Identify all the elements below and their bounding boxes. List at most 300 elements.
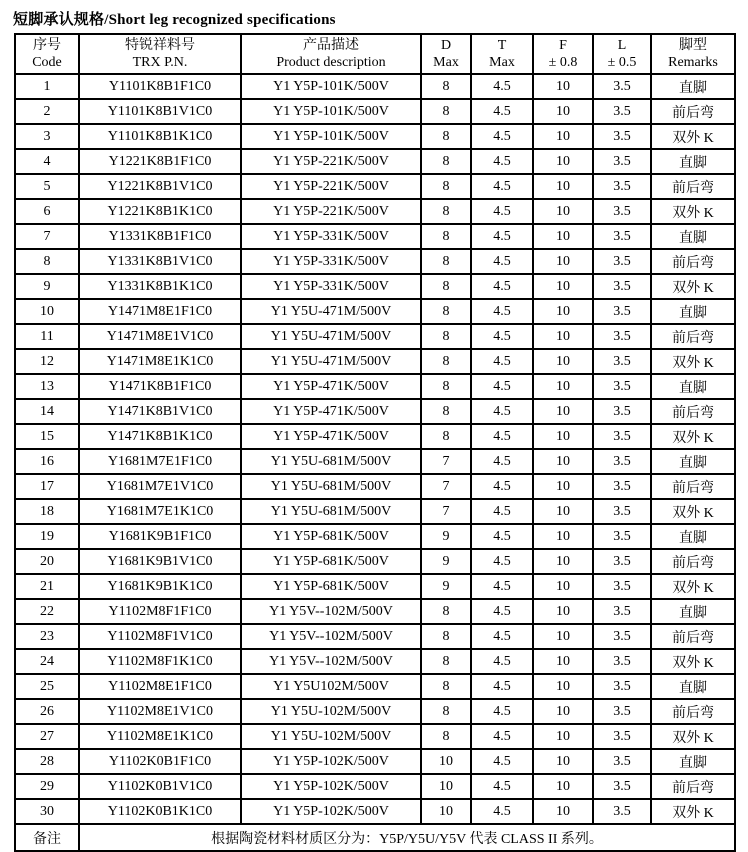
table-row xyxy=(15,749,735,774)
cell-t-max: 4.5 xyxy=(471,199,533,224)
cell-trx-pn: Y1102K0B1K1C0 xyxy=(79,799,241,824)
cell-remarks: 双外 K xyxy=(651,124,735,149)
cell-remarks: 直脚 xyxy=(651,749,735,774)
table-row xyxy=(15,74,735,99)
cell-d-max: 8 xyxy=(421,249,471,274)
cell-remarks: 直脚 xyxy=(651,599,735,624)
table-row xyxy=(15,274,735,299)
cell-description: Y1 Y5U-681M/500V xyxy=(241,474,421,499)
cell-t-max: 4.5 xyxy=(471,449,533,474)
cell-l: 3.5 xyxy=(593,499,651,524)
cell-d-max: 8 xyxy=(421,199,471,224)
cell-f: 10 xyxy=(533,249,593,274)
cell-t-max: 4.5 xyxy=(471,374,533,399)
cell-remarks: 前后弯 xyxy=(651,324,735,349)
cell-d-max: 8 xyxy=(421,174,471,199)
cell-f: 10 xyxy=(533,199,593,224)
cell-f: 10 xyxy=(533,124,593,149)
col-header-trx-pn-cn: 特锐祥料号 xyxy=(125,37,195,53)
col-header-l xyxy=(593,34,651,74)
col-header-code-en: Code xyxy=(32,55,62,70)
cell-l: 3.5 xyxy=(593,149,651,174)
cell-description: Y1 Y5P-221K/500V xyxy=(241,149,421,174)
cell-remarks: 双外 K xyxy=(651,199,735,224)
cell-description: Y1 Y5P-331K/500V xyxy=(241,224,421,249)
cell-l: 3.5 xyxy=(593,799,651,824)
cell-code: 5 xyxy=(15,174,79,199)
cell-d-max: 9 xyxy=(421,549,471,574)
cell-trx-pn: Y1221K8B1K1C0 xyxy=(79,199,241,224)
cell-trx-pn: Y1221K8B1V1C0 xyxy=(79,174,241,199)
table-row xyxy=(15,99,735,124)
cell-f: 10 xyxy=(533,399,593,424)
cell-remarks: 前后弯 xyxy=(651,549,735,574)
cell-f: 10 xyxy=(533,349,593,374)
cell-d-max: 10 xyxy=(421,749,471,774)
cell-f: 10 xyxy=(533,74,593,99)
cell-description: Y1 Y5U-681M/500V xyxy=(241,499,421,524)
cell-code: 3 xyxy=(15,124,79,149)
cell-code: 18 xyxy=(15,499,79,524)
cell-remarks: 直脚 xyxy=(651,74,735,99)
cell-t-max: 4.5 xyxy=(471,674,533,699)
cell-f: 10 xyxy=(533,599,593,624)
col-header-t-sub: Max xyxy=(489,55,515,70)
cell-remarks: 直脚 xyxy=(651,674,735,699)
table-row xyxy=(15,399,735,424)
cell-d-max: 8 xyxy=(421,649,471,674)
cell-trx-pn: Y1471K8B1V1C0 xyxy=(79,399,241,424)
table-row xyxy=(15,249,735,274)
cell-l: 3.5 xyxy=(593,274,651,299)
cell-description: Y1 Y5U-681M/500V xyxy=(241,449,421,474)
col-header-f-tolerance: ± 0.8 xyxy=(548,55,578,70)
col-header-remarks-cn: 脚型 xyxy=(679,37,707,53)
cell-code: 25 xyxy=(15,674,79,699)
cell-d-max: 8 xyxy=(421,74,471,99)
cell-description: Y1 Y5P-102K/500V xyxy=(241,799,421,824)
cell-trx-pn: Y1102M8E1K1C0 xyxy=(79,724,241,749)
cell-f: 10 xyxy=(533,299,593,324)
cell-d-max: 8 xyxy=(421,299,471,324)
cell-d-max: 8 xyxy=(421,99,471,124)
cell-trx-pn: Y1471M8E1F1C0 xyxy=(79,299,241,324)
cell-code: 10 xyxy=(15,299,79,324)
cell-t-max: 4.5 xyxy=(471,649,533,674)
cell-description: Y1 Y5P-681K/500V xyxy=(241,549,421,574)
cell-t-max: 4.5 xyxy=(471,124,533,149)
note-label: 备注 xyxy=(15,824,79,851)
col-header-d: D xyxy=(440,37,452,53)
cell-l: 3.5 xyxy=(593,474,651,499)
cell-d-max: 8 xyxy=(421,599,471,624)
cell-f: 10 xyxy=(533,149,593,174)
col-header-description-cn: 产品描述 xyxy=(303,37,359,53)
cell-f: 10 xyxy=(533,374,593,399)
cell-description: Y1 Y5U-102M/500V xyxy=(241,724,421,749)
cell-trx-pn: Y1102K0B1F1C0 xyxy=(79,749,241,774)
cell-trx-pn: Y1471M8E1V1C0 xyxy=(79,324,241,349)
cell-l: 3.5 xyxy=(593,74,651,99)
cell-trx-pn: Y1102M8F1V1C0 xyxy=(79,624,241,649)
table-row xyxy=(15,299,735,324)
col-header-t-max xyxy=(471,34,533,74)
cell-trx-pn: Y1101K8B1V1C0 xyxy=(79,99,241,124)
cell-trx-pn: Y1471K8B1F1C0 xyxy=(79,374,241,399)
cell-code: 27 xyxy=(15,724,79,749)
cell-description: Y1 Y5P-221K/500V xyxy=(241,199,421,224)
table-row xyxy=(15,599,735,624)
cell-code: 23 xyxy=(15,624,79,649)
cell-description: Y1 Y5P-331K/500V xyxy=(241,274,421,299)
cell-t-max: 4.5 xyxy=(471,474,533,499)
cell-t-max: 4.5 xyxy=(471,724,533,749)
cell-description: Y1 Y5V--102M/500V xyxy=(241,599,421,624)
cell-l: 3.5 xyxy=(593,99,651,124)
cell-description: Y1 Y5P-102K/500V xyxy=(241,749,421,774)
cell-l: 3.5 xyxy=(593,649,651,674)
cell-code: 21 xyxy=(15,574,79,599)
table-row xyxy=(15,124,735,149)
cell-t-max: 4.5 xyxy=(471,349,533,374)
cell-code: 15 xyxy=(15,424,79,449)
cell-remarks: 直脚 xyxy=(651,374,735,399)
cell-code: 29 xyxy=(15,774,79,799)
cell-f: 10 xyxy=(533,699,593,724)
cell-code: 30 xyxy=(15,799,79,824)
cell-l: 3.5 xyxy=(593,574,651,599)
cell-l: 3.5 xyxy=(593,424,651,449)
cell-remarks: 前后弯 xyxy=(651,699,735,724)
cell-l: 3.5 xyxy=(593,349,651,374)
col-header-description xyxy=(241,34,421,74)
col-header-code-cn: 序号 xyxy=(33,37,61,53)
cell-d-max: 8 xyxy=(421,624,471,649)
cell-description: Y1 Y5P-331K/500V xyxy=(241,249,421,274)
cell-l: 3.5 xyxy=(593,674,651,699)
table-row xyxy=(15,524,735,549)
cell-f: 10 xyxy=(533,799,593,824)
cell-remarks: 直脚 xyxy=(651,224,735,249)
cell-l: 3.5 xyxy=(593,174,651,199)
table-row xyxy=(15,649,735,674)
col-header-f-letter: F xyxy=(559,37,567,53)
cell-remarks: 前后弯 xyxy=(651,99,735,124)
cell-trx-pn: Y1331K8B1F1C0 xyxy=(79,224,241,249)
cell-l: 3.5 xyxy=(593,299,651,324)
table-body xyxy=(15,74,735,824)
cell-f: 10 xyxy=(533,474,593,499)
cell-description: Y1 Y5U-102M/500V xyxy=(241,699,421,724)
cell-f: 10 xyxy=(533,174,593,199)
cell-t-max: 4.5 xyxy=(471,499,533,524)
cell-t-max: 4.5 xyxy=(471,574,533,599)
cell-d-max: 8 xyxy=(421,224,471,249)
cell-remarks: 前后弯 xyxy=(651,774,735,799)
col-header-d-sub: Max xyxy=(433,55,459,70)
cell-code: 12 xyxy=(15,349,79,374)
cell-remarks: 前后弯 xyxy=(651,174,735,199)
cell-d-max: 9 xyxy=(421,574,471,599)
cell-code: 22 xyxy=(15,599,79,624)
cell-t-max: 4.5 xyxy=(471,174,533,199)
cell-t-max: 4.5 xyxy=(471,749,533,774)
table-row xyxy=(15,349,735,374)
cell-t-max: 4.5 xyxy=(471,274,533,299)
cell-l: 3.5 xyxy=(593,599,651,624)
cell-d-max: 9 xyxy=(421,524,471,549)
table-row xyxy=(15,674,735,699)
cell-description: Y1 Y5P-471K/500V xyxy=(241,399,421,424)
cell-remarks: 直脚 xyxy=(651,524,735,549)
cell-remarks: 双外 K xyxy=(651,649,735,674)
cell-f: 10 xyxy=(533,649,593,674)
table-row xyxy=(15,474,735,499)
cell-remarks: 直脚 xyxy=(651,149,735,174)
cell-t-max: 4.5 xyxy=(471,224,533,249)
cell-trx-pn: Y1681M7E1K1C0 xyxy=(79,499,241,524)
cell-f: 10 xyxy=(533,624,593,649)
col-header-trx-pn xyxy=(79,34,241,74)
col-header-f xyxy=(533,34,593,74)
cell-f: 10 xyxy=(533,499,593,524)
cell-d-max: 7 xyxy=(421,499,471,524)
col-header-d-max xyxy=(421,34,471,74)
cell-remarks: 双外 K xyxy=(651,574,735,599)
cell-t-max: 4.5 xyxy=(471,249,533,274)
cell-d-max: 8 xyxy=(421,149,471,174)
cell-trx-pn: Y1681K9B1K1C0 xyxy=(79,574,241,599)
cell-l: 3.5 xyxy=(593,774,651,799)
cell-l: 3.5 xyxy=(593,549,651,574)
cell-d-max: 8 xyxy=(421,349,471,374)
cell-l: 3.5 xyxy=(593,724,651,749)
cell-remarks: 直脚 xyxy=(651,449,735,474)
cell-f: 10 xyxy=(533,224,593,249)
cell-d-max: 8 xyxy=(421,724,471,749)
cell-code: 14 xyxy=(15,399,79,424)
cell-f: 10 xyxy=(533,324,593,349)
cell-t-max: 4.5 xyxy=(471,99,533,124)
cell-l: 3.5 xyxy=(593,324,651,349)
cell-f: 10 xyxy=(533,274,593,299)
cell-code: 24 xyxy=(15,649,79,674)
cell-f: 10 xyxy=(533,424,593,449)
cell-description: Y1 Y5P-221K/500V xyxy=(241,174,421,199)
cell-l: 3.5 xyxy=(593,624,651,649)
cell-l: 3.5 xyxy=(593,749,651,774)
cell-f: 10 xyxy=(533,449,593,474)
table-row xyxy=(15,374,735,399)
cell-code: 6 xyxy=(15,199,79,224)
cell-trx-pn: Y1101K8B1K1C0 xyxy=(79,124,241,149)
cell-remarks: 双外 K xyxy=(651,799,735,824)
col-header-l-letter: L xyxy=(617,37,627,53)
cell-code: 26 xyxy=(15,699,79,724)
cell-description: Y1 Y5U-471M/500V xyxy=(241,349,421,374)
cell-l: 3.5 xyxy=(593,224,651,249)
cell-remarks: 双外 K xyxy=(651,499,735,524)
cell-f: 10 xyxy=(533,724,593,749)
col-header-remarks xyxy=(651,34,735,74)
cell-f: 10 xyxy=(533,674,593,699)
cell-remarks: 双外 K xyxy=(651,349,735,374)
cell-d-max: 8 xyxy=(421,274,471,299)
cell-t-max: 4.5 xyxy=(471,549,533,574)
cell-f: 10 xyxy=(533,549,593,574)
cell-l: 3.5 xyxy=(593,399,651,424)
col-header-trx-pn-en: TRX P.N. xyxy=(132,55,188,70)
cell-trx-pn: Y1681K9B1F1C0 xyxy=(79,524,241,549)
cell-code: 28 xyxy=(15,749,79,774)
cell-code: 17 xyxy=(15,474,79,499)
cell-trx-pn: Y1101K8B1F1C0 xyxy=(79,74,241,99)
cell-code: 7 xyxy=(15,224,79,249)
cell-l: 3.5 xyxy=(593,249,651,274)
table-row xyxy=(15,724,735,749)
cell-trx-pn: Y1471M8E1K1C0 xyxy=(79,349,241,374)
cell-l: 3.5 xyxy=(593,199,651,224)
cell-description: Y1 Y5U-471M/500V xyxy=(241,324,421,349)
cell-trx-pn: Y1102M8F1F1C0 xyxy=(79,599,241,624)
cell-remarks: 前后弯 xyxy=(651,624,735,649)
cell-f: 10 xyxy=(533,774,593,799)
cell-remarks: 双外 K xyxy=(651,274,735,299)
cell-description: Y1 Y5P-101K/500V xyxy=(241,99,421,124)
table-row xyxy=(15,199,735,224)
cell-trx-pn: Y1331K8B1K1C0 xyxy=(79,274,241,299)
cell-description: Y1 Y5P-471K/500V xyxy=(241,424,421,449)
cell-t-max: 4.5 xyxy=(471,774,533,799)
cell-trx-pn: Y1681M7E1V1C0 xyxy=(79,474,241,499)
table-row xyxy=(15,324,735,349)
table-row xyxy=(15,174,735,199)
cell-f: 10 xyxy=(533,524,593,549)
cell-d-max: 8 xyxy=(421,699,471,724)
cell-code: 16 xyxy=(15,449,79,474)
col-header-remarks-en: Remarks xyxy=(668,55,718,70)
cell-d-max: 10 xyxy=(421,774,471,799)
cell-trx-pn: Y1102K0B1V1C0 xyxy=(79,774,241,799)
cell-code: 20 xyxy=(15,549,79,574)
cell-t-max: 4.5 xyxy=(471,324,533,349)
table-row xyxy=(15,499,735,524)
cell-d-max: 8 xyxy=(421,399,471,424)
cell-trx-pn: Y1102M8E1F1C0 xyxy=(79,674,241,699)
cell-t-max: 4.5 xyxy=(471,424,533,449)
cell-description: Y1 Y5V--102M/500V xyxy=(241,649,421,674)
cell-d-max: 8 xyxy=(421,124,471,149)
table-row xyxy=(15,449,735,474)
cell-code: 1 xyxy=(15,74,79,99)
cell-trx-pn: Y1681K9B1V1C0 xyxy=(79,549,241,574)
cell-l: 3.5 xyxy=(593,374,651,399)
cell-l: 3.5 xyxy=(593,524,651,549)
cell-description: Y1 Y5P-102K/500V xyxy=(241,774,421,799)
cell-t-max: 4.5 xyxy=(471,299,533,324)
cell-description: Y1 Y5P-101K/500V xyxy=(241,74,421,99)
cell-description: Y1 Y5U102M/500V xyxy=(241,674,421,699)
table-row xyxy=(15,424,735,449)
cell-description: Y1 Y5P-471K/500V xyxy=(241,374,421,399)
cell-code: 13 xyxy=(15,374,79,399)
cell-f: 10 xyxy=(533,574,593,599)
table-row xyxy=(15,574,735,599)
cell-remarks: 双外 K xyxy=(651,424,735,449)
cell-t-max: 4.5 xyxy=(471,74,533,99)
cell-d-max: 8 xyxy=(421,374,471,399)
cell-t-max: 4.5 xyxy=(471,699,533,724)
cell-description: Y1 Y5U-471M/500V xyxy=(241,299,421,324)
col-header-description-en: Product description xyxy=(276,55,386,70)
cell-code: 4 xyxy=(15,149,79,174)
cell-description: Y1 Y5P-681K/500V xyxy=(241,574,421,599)
cell-code: 19 xyxy=(15,524,79,549)
cell-t-max: 4.5 xyxy=(471,149,533,174)
cell-description: Y1 Y5P-101K/500V xyxy=(241,124,421,149)
table-row xyxy=(15,799,735,824)
cell-l: 3.5 xyxy=(593,449,651,474)
table-row xyxy=(15,624,735,649)
cell-remarks: 双外 K xyxy=(651,724,735,749)
cell-t-max: 4.5 xyxy=(471,524,533,549)
cell-t-max: 4.5 xyxy=(471,599,533,624)
note-text: 根据陶瓷材料材质区分为：Y5P/Y5U/Y5V 代表 CLASS II 系列。 xyxy=(79,824,735,851)
note-row xyxy=(15,824,735,851)
cell-remarks: 直脚 xyxy=(651,299,735,324)
cell-description: Y1 Y5P-681K/500V xyxy=(241,524,421,549)
table-row xyxy=(15,224,735,249)
col-header-t: T xyxy=(497,37,507,53)
cell-f: 10 xyxy=(533,99,593,124)
table-row xyxy=(15,149,735,174)
cell-code: 9 xyxy=(15,274,79,299)
table-row xyxy=(15,774,735,799)
cell-trx-pn: Y1471K8B1K1C0 xyxy=(79,424,241,449)
cell-t-max: 4.5 xyxy=(471,399,533,424)
cell-l: 3.5 xyxy=(593,124,651,149)
cell-trx-pn: Y1102M8E1V1C0 xyxy=(79,699,241,724)
cell-code: 2 xyxy=(15,99,79,124)
cell-remarks: 前后弯 xyxy=(651,399,735,424)
cell-trx-pn: Y1102M8F1K1C0 xyxy=(79,649,241,674)
cell-f: 10 xyxy=(533,749,593,774)
col-header-code xyxy=(15,34,79,74)
cell-d-max: 8 xyxy=(421,424,471,449)
col-header-l-tolerance: ± 0.5 xyxy=(607,55,637,70)
cell-trx-pn: Y1221K8B1F1C0 xyxy=(79,149,241,174)
spec-table xyxy=(14,33,736,852)
cell-d-max: 8 xyxy=(421,674,471,699)
cell-d-max: 7 xyxy=(421,474,471,499)
cell-d-max: 8 xyxy=(421,324,471,349)
cell-description: Y1 Y5V--102M/500V xyxy=(241,624,421,649)
cell-remarks: 前后弯 xyxy=(651,249,735,274)
cell-trx-pn: Y1681M7E1F1C0 xyxy=(79,449,241,474)
page-title: 短脚承认规格/Short leg recognized specifications xyxy=(13,12,336,28)
cell-d-max: 10 xyxy=(421,799,471,824)
cell-code: 8 xyxy=(15,249,79,274)
cell-trx-pn: Y1331K8B1V1C0 xyxy=(79,249,241,274)
header-row xyxy=(15,34,735,74)
cell-d-max: 7 xyxy=(421,449,471,474)
cell-remarks: 前后弯 xyxy=(651,474,735,499)
cell-t-max: 4.5 xyxy=(471,624,533,649)
table-row xyxy=(15,549,735,574)
cell-code: 11 xyxy=(15,324,79,349)
cell-t-max: 4.5 xyxy=(471,799,533,824)
table-row xyxy=(15,699,735,724)
